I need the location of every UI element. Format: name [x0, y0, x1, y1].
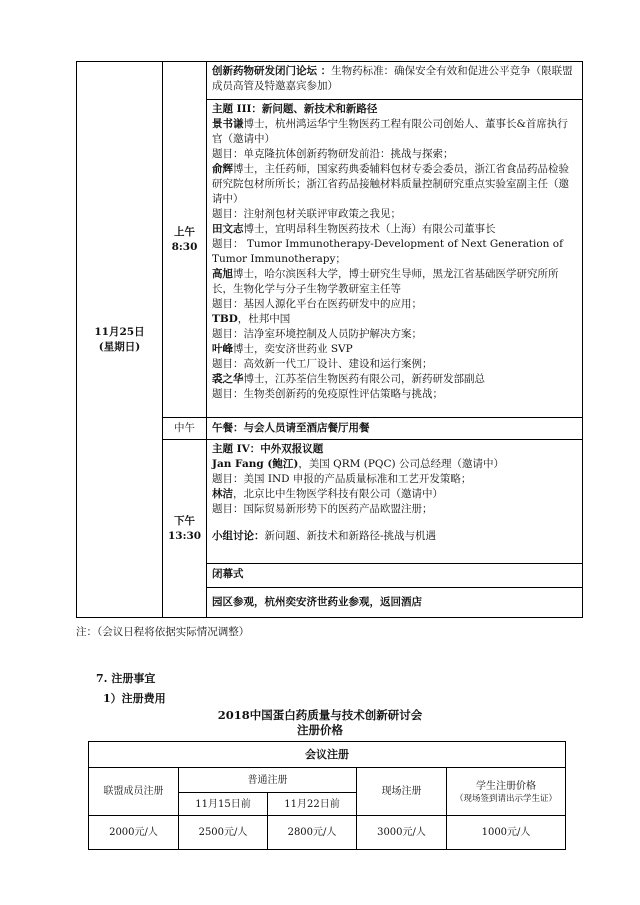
schedule-note: 注：（会议日程将依据实际情况调整）: [76, 626, 250, 638]
forum-cell: [207, 62, 583, 100]
closing-cell: [207, 564, 583, 618]
price-member: 2000元/人: [89, 816, 179, 850]
speaker-info: 博士，哈尔滨医科大学，博士研究生导师，黑龙江省基础医学研究所所长，生物化学与分子生物学教研室主任等: [212, 268, 559, 295]
price-student: 1000元/人: [447, 816, 566, 850]
price-subtitle: 注册价格: [297, 723, 343, 737]
lunch-text: 午餐：与会人员请至酒店餐厅用餐: [212, 422, 370, 434]
speaker-name: 景书谦: [212, 118, 244, 130]
talk-topic: 题目：国际贸易新形势下的医药产品欧盟注册；: [212, 503, 433, 515]
table-row: [89, 816, 566, 850]
talk-item: [212, 117, 577, 162]
talk-item: [212, 312, 577, 342]
speaker-info: ，北京比中生物医学科技有限公司（邀请中）: [233, 488, 443, 500]
noon-label: 中午: [174, 422, 195, 434]
talk-topic: 题目：单克隆抗体创新药物研发前沿：挑战与探索；: [212, 148, 454, 160]
student-col-note: （现场签到请出示学生证）: [455, 793, 558, 804]
talk-topic: 题目：基因人源化平台在医药研发中的应用；: [212, 298, 422, 310]
morning-time: 8:30: [171, 240, 198, 253]
panel-text: 新问题、新技术和新路径-挑战与机遇: [264, 530, 437, 542]
speaker-name: 裘之华: [212, 373, 244, 385]
afternoon-program-cell: [207, 440, 583, 564]
schedule-table: [76, 61, 583, 618]
speaker-info: ，杜邦中国: [237, 313, 291, 325]
talk-item: [212, 457, 577, 487]
panel-discussion: [212, 529, 577, 544]
afternoon-cell: [163, 440, 207, 618]
panel-label: 小组讨论：: [212, 530, 265, 542]
student-col-title: 学生注册价格: [476, 780, 536, 792]
talk-topic: 题目： Tumor Immunotherapy-Development of Next Generation of Tumor Immunotherapy；: [212, 238, 563, 265]
price-before-1115: 2500元/人: [179, 816, 268, 850]
speaker-name: 俞辉: [212, 163, 233, 175]
morning-cell: [163, 62, 207, 418]
talk-topic: 题目：洁净室环境控制及人员防护解决方案；: [212, 328, 422, 340]
speaker-info: 博士，奕安济世药业 SVP: [233, 343, 353, 355]
speaker-info: 博士，江苏荃信生物医药有限公司，新药研发部副总: [243, 373, 485, 385]
subsection-title: 1）注册费用: [103, 692, 166, 705]
forum-text: 生物药标准：确保安全有效和促进公平竞争（限联盟成员高管及特邀嘉宾参加）: [212, 65, 573, 92]
speaker-name: 林洁: [212, 488, 233, 500]
price-table: [88, 741, 566, 850]
morning-theme: 主题 III：新问题、新技术和新路径: [212, 103, 378, 115]
talk-topic: 题目：注射剂包材关联评审政策之我见；: [212, 208, 401, 220]
speaker-name: 田文志: [212, 223, 244, 235]
afternoon-time: 13:30: [168, 529, 202, 542]
afternoon-talk-list: [212, 457, 577, 517]
speaker-name: Jan Fang (鲍江): [212, 458, 299, 470]
lunch-cell: [207, 418, 583, 440]
noon-cell: [163, 418, 207, 440]
before-1115-header: 11月15日前: [179, 793, 268, 816]
talk-item: [212, 342, 577, 372]
talk-item: [212, 487, 577, 517]
talk-item: [212, 222, 577, 267]
afternoon-label: 下午: [174, 514, 195, 527]
forum-title: 创新药物研发闭门论坛 ：: [212, 65, 332, 77]
morning-program-cell: [207, 100, 583, 418]
price-table-header: 会议注册: [89, 742, 566, 768]
price-before-1122: 2800元/人: [268, 816, 357, 850]
speaker-name: TBD: [212, 313, 238, 325]
normal-col-header: 普通注册: [179, 768, 357, 793]
member-col-header: 联盟成员注册: [89, 768, 179, 816]
morning-talk-list: [212, 117, 577, 402]
talk-topic: 题目：生物类创新药的免疫原性评估策略与挑战；: [212, 388, 443, 400]
morning-label: 上午: [174, 225, 195, 238]
talk-item: [212, 372, 577, 402]
speaker-info: 博士，主任药师，国家药典委辅料包材专委会委员，浙江省食品药品检验研究院包材所所长；浙江省药品接触材料质量控制研究重点实验室副主任（邀请中）: [212, 163, 569, 205]
weekday-label: (星期日): [98, 340, 141, 353]
onsite-col-header: 现场注册: [357, 768, 447, 816]
speaker-info: 博士，杭州鸿运华宁生物医药工程有限公司创始人、董事长&首席执行官（邀请中）: [212, 118, 568, 145]
talk-topic: 题目：高效新一代工厂设计、建设和运行案例；: [212, 358, 433, 370]
price-title: 2018中国蛋白药质量与技术创新研讨会: [217, 708, 423, 722]
talk-item: [212, 267, 577, 312]
talk-topic: 题目：美国 IND 申报的产品质量标准和工艺开发策略；: [212, 473, 472, 485]
speaker-name: 高旭: [212, 268, 233, 280]
speaker-name: 叶峰: [212, 343, 233, 355]
before-1122-header: 11月22日前: [268, 793, 357, 816]
date-label: 11月25日: [94, 325, 145, 338]
speaker-info: 博士，宜明昂科生物医药技术（上海）有限公司董事长: [243, 223, 496, 235]
price-onsite: 3000元/人: [357, 816, 447, 850]
closing-ceremony: 闭幕式: [207, 564, 582, 588]
section-title: 7. 注册事宜: [96, 672, 156, 685]
park-visit: 园区参观，杭州奕安济世药业参观，返回酒店: [212, 596, 422, 608]
afternoon-theme: 主题 IV：中外双报议题: [212, 443, 324, 455]
talk-item: [212, 162, 577, 222]
student-col-header: [447, 768, 566, 816]
speaker-info: ，美国 QRM (PQC) 公司总经理（邀请中）: [298, 458, 504, 470]
date-cell: [77, 62, 163, 618]
